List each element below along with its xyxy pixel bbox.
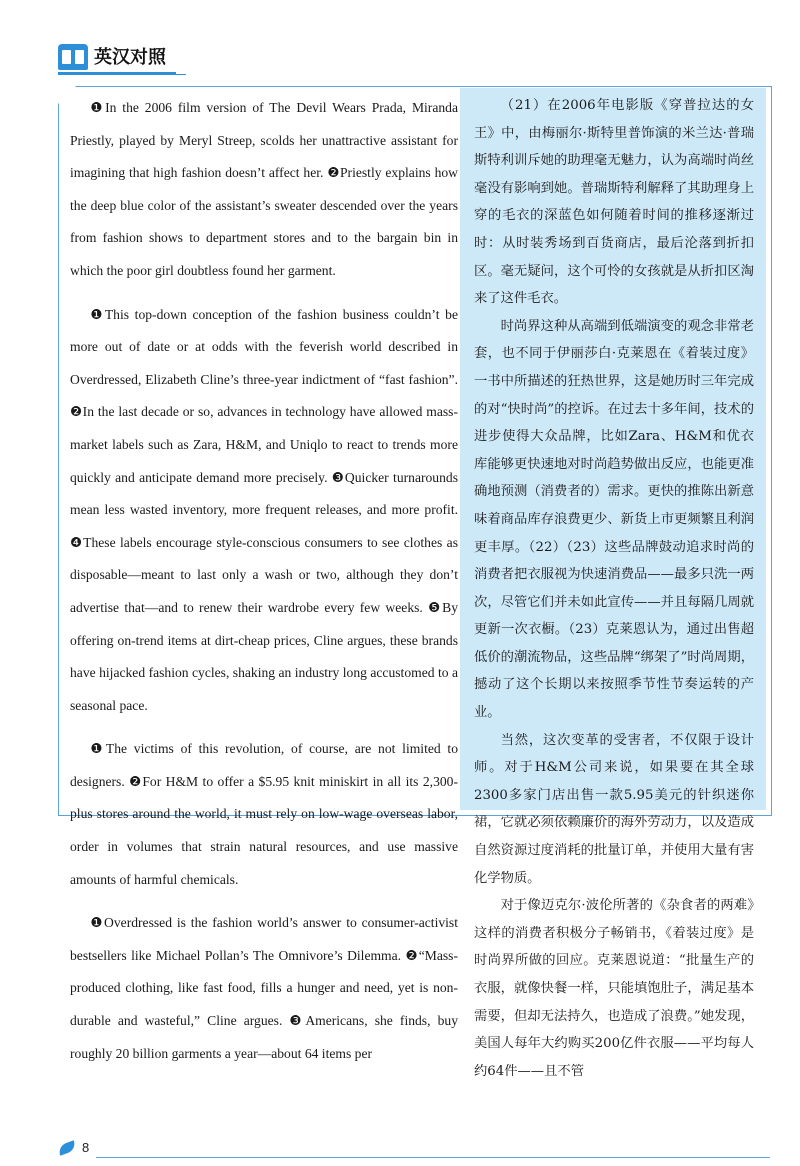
footer-rule xyxy=(96,1157,770,1158)
book-icon xyxy=(58,44,88,70)
chinese-column xyxy=(460,88,766,1079)
section-header xyxy=(58,42,166,72)
chinese-paragraph-4: 对于像迈克尔·波伦所著的《杂食者的两难》这样的消费者积极分子畅销书，《着装过度》是时尚界所做的回应。克莱恩说道：“批量生产的衣服，就像快餐一样，只能填饱肚子，满足基本需要，但却无法持久，也造成了浪费。”她发现，美国人每年大约购买200亿件衣服——平均每人约64件——且不管 xyxy=(474,898,754,1079)
header-underline xyxy=(58,72,176,75)
english-paragraph-1: ❶In the 2006 film version of The Devil Wears Prada, Miranda Priestly, played by Meryl Streep, scolds her unattractive assistant for imagining that high fashion doesn’t affect her. ❷Priestly explains how the deep blue color of the assistant’s sweater descended over the years from fashion shows to department stores and to the bargain bin in which the poor girl doubtless found her garment. xyxy=(70,100,458,278)
chinese-paragraph-3: 当然，这次变革的受害者，不仅限于设计师。对于H&M公司来说，如果要在其全球2300多家门店出售一款5.95美元的针织迷你裙，它就必须依赖廉价的海外劳动力，以及造成自然资源过度消耗的批量订单，并使用大量有害化学物质。 xyxy=(474,732,754,886)
section-title: 英汉对照 xyxy=(94,47,166,68)
leaf-icon xyxy=(57,1140,77,1156)
page-footer xyxy=(58,1140,89,1155)
english-column xyxy=(70,92,458,1081)
chinese-paragraph-1: （21）在2006年电影版《穿普拉达的女王》中，由梅丽尔·斯特里普饰演的米兰达·普瑞斯特利训斥她的助理毫无魅力，认为高端时尚丝毫没有影响到她。普瑞斯特利解释了其助理身上穿的毛衣的深蓝色如何随着时间的推移逐渐过时：从时装秀场到百货商店，最后沦落到折扣区。毫无疑问，这个可怜的女孩就是从折扣区淘来了这件毛衣。 xyxy=(474,98,754,307)
english-paragraph-2: ❶This top-down conception of the fashion business couldn’t be more out of date or at odds with the feverish world described in Overdressed, Elizabeth Cline’s three-year indictment of “fast fashion”. ❷In the last decade or so, advances in technology have allowed mass-market labels such as Zara, H&M, and Uniqlo to react to trends more quickly and anticipate demand more precisely. ❸Quicker turnarounds mean less wasted inventory, more frequent releases, and more profit. ❹These labels encourage style-conscious consumers to see clothes as disposable—meant to last only a wash or two, although they don’t advertise that—and to renew their wardrobe every few weeks. ❺By offering on-trend items at dirt-cheap prices, Cline argues, these brands have hijacked fashion cycles, shaking an industry long accustomed to a seasonal pace. xyxy=(70,306,458,713)
english-paragraph-4: ❶Overdressed is the fashion world’s answer to consumer-activist bestsellers like Michael Pollan’s The Omnivore’s Dilemma. ❷“Mass-produced clothing, like fast food, fills a hunger and need, yet is non-durable and wasteful,” Cline argues. ❸Americans, she finds, buy roughly 20 billion garments a year—about 64 items per xyxy=(70,915,458,1061)
chinese-paragraph-2: 时尚界这种从高端到低端演变的观念非常老套，也不同于伊丽莎白·克莱恩在《着装过度》一书中所描述的狂热世界，这是她历时三年完成的对“快时尚”的控诉。在过去十多年间，技术的进步使得大众品牌，比如Zara、H&M和优衣库能够更快速地对时尚趋势做出反应，也能更准确地预测（消费者的）需求。更快的推陈出新意味着商品库存浪费更少、新货上市更频繁且利润更丰厚。（22）（23）这些品牌鼓动追求时尚的消费者把衣服视为快速消费品——最多只洗一两次，尽管它们并未如此宣传——并且每隔几周就更新一次衣橱。（23）克莱恩认为，通过出售超低价的潮流物品，这些品牌“绑架了”时尚周期，撼动了这个长期以来按照季节性节奏运转的产业。 xyxy=(474,318,754,721)
page-number: 8 xyxy=(82,1140,90,1155)
header-underline-tail xyxy=(176,74,186,75)
english-paragraph-3: ❶The victims of this revolution, of course, are not limited to designers. ❷For H&M to offer a $5.95 knit miniskirt in all its 2,300-plus stores around the world, it must rely on low-wage overseas labor, order in volumes that strain natural resources, and use massive amounts of harmful chemicals. xyxy=(70,741,458,887)
